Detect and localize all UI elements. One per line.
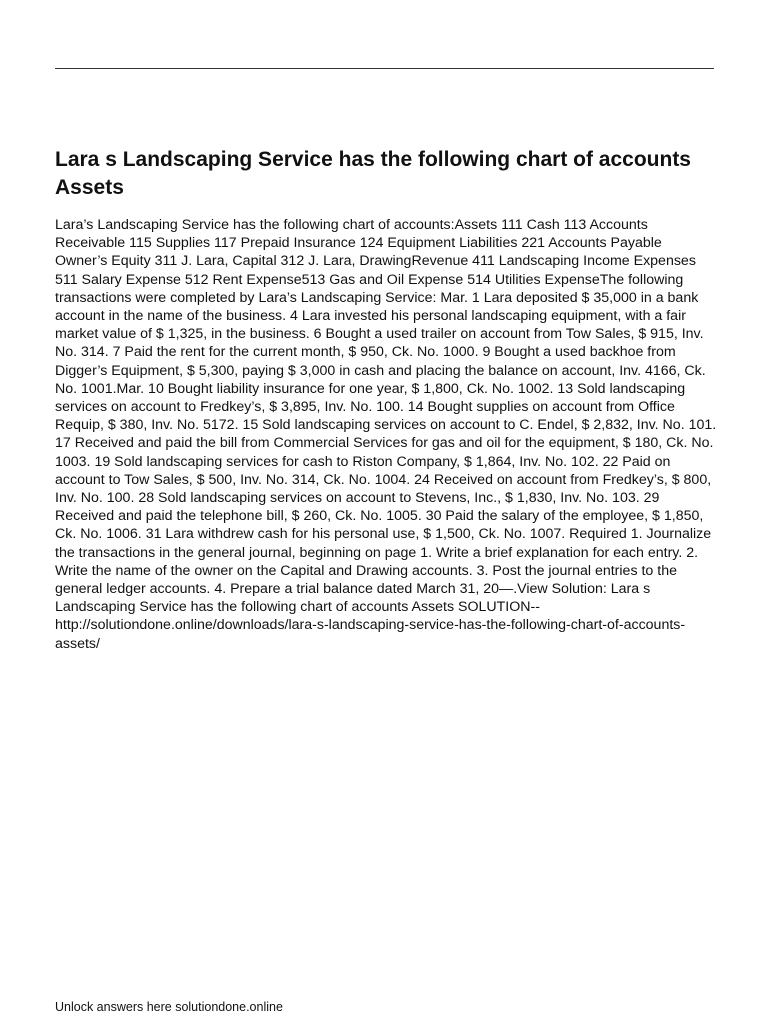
footer-text: Unlock answers here solutiondone.online	[55, 1000, 283, 1014]
document-title: Lara s Landscaping Service has the following chart of accounts Assets	[55, 148, 691, 199]
header-divider	[55, 68, 714, 69]
document-body: Lara’s Landscaping Service has the following chart of accounts:Assets 111 Cash 113 Accounts Receivable 115 Supplies 117 Prepaid Insurance 124 Equipment Liabilities 221 Accounts Payable Owner’s Equity 311 J. Lara, Capital 312 J. Lara, DrawingRevenue 411 Landscaping Income Expenses 511 Salary Expense 512 Rent Expense513 Gas and Oil Expense 514 Utilities ExpenseThe following transactions were completed by Lara’s Landscaping Service: Mar. 1 Lara deposited $ 35,000 in a bank account in the name of the business. 4 Lara invested his personal landscaping equipment, with a fair market value of $ 1,325, in the business. 6 Bought a used trailer on account from Tow Sales, $ 915, Inv. No. 314. 7 Paid the rent for the current month, $ 950, Ck. No. 1000. 9 Bought a used backhoe from Digger’s Equipment, $ 5,300, paying $ 3,000 in cash and placing the balance on account, Inv. 4166, Ck. No. 1001.Mar. 10 Bought liability insurance for one year, $ 1,800, Ck. No. 1002. 13 Sold landscaping services on account to Fredkey’s, $ 3,895, Inv. No. 100. 14 Bought supplies on account from Office Requip, $ 380, Inv. No. 5172. 15 Sold landscaping services on account to C. Endel, $ 2,832, Inv. No. 101. 17 Received and paid the bill from Commercial Services for gas and oil for the equipment, $ 180, Ck. No. 1003. 19 Sold landscaping services for cash to Riston Company, $ 1,864, Inv. No. 102. 22 Paid on account to Tow Sales, $ 500, Inv. No. 314, Ck. No. 1004. 24 Received on account from Fredkey’s, $ 800, Inv. No. 100. 28 Sold landscaping services on account to Stevens, Inc., $ 1,830, Inv. No. 103. 29 Received and paid the telephone bill, $ 260, Ck. No. 1005. 30 Paid the salary of the employee, $ 1,850, Ck. No. 1006. 31 Lara withdrew cash for his personal use, $ 1,500, Ck. No. 1007. Required 1. Journalize the transactions in the general journal, beginning on page 1. Write a brief explanation for each entry. 2. Write the name of the owner on the Capital and Drawing accounts. 3. Post the journal entries to the general ledger accounts. 4. Prepare a trial balance dated March 31, 20—.View Solution: Lara s Landscaping Service has the following chart of accounts Assets SOLUTION-- http://solutiondone.online/downloads/lara-s-landscaping-service-has-the-following-chart-of-accounts-assets/	[55, 217, 717, 652]
